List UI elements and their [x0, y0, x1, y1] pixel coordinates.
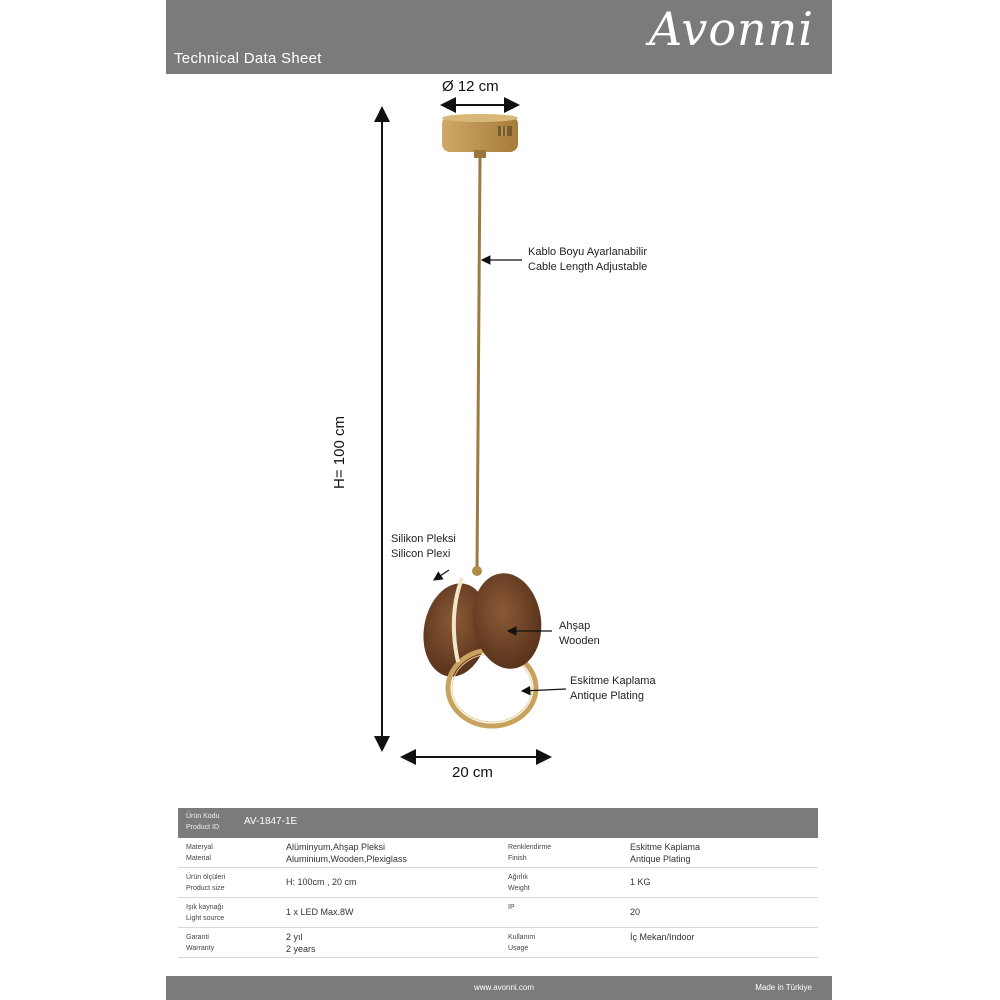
size-key-tr: Ürün ölçüleri	[186, 874, 226, 881]
size-key	[186, 872, 225, 894]
spec-row-size	[178, 868, 818, 898]
weight-value: 1 KG	[630, 877, 651, 887]
light-value: 1 x LED Max.8W	[286, 907, 354, 917]
material-key-en: Material	[186, 855, 211, 862]
plating-label	[570, 674, 656, 704]
made-in-label: Made in Türkiye	[755, 983, 812, 992]
material-value	[286, 841, 407, 865]
lamp-head	[416, 566, 547, 726]
plating-label-en: Antique Plating	[570, 690, 644, 702]
warranty-value	[286, 931, 316, 955]
ip-value: 20	[630, 907, 641, 917]
brand-logo: Avonni	[648, 2, 814, 56]
usage-key-tr: Kullanım	[508, 934, 536, 941]
warranty-value-en: 2 years	[286, 944, 316, 954]
footer-bar	[166, 976, 832, 1000]
ceiling-canopy	[442, 114, 518, 158]
material-key	[186, 842, 213, 864]
finish-key-en: Finish	[508, 855, 527, 862]
finish-value-tr: Eskitme Kaplama	[630, 842, 701, 852]
header-bar	[166, 0, 832, 74]
spec-row-light	[178, 898, 818, 928]
plexi-label	[391, 532, 456, 562]
suspension-cable	[477, 158, 480, 570]
plexi-label-tr: Silikon Pleksi	[391, 533, 456, 545]
product-id-key-tr: Ürün Kodu	[186, 813, 220, 820]
lamp-illustration	[166, 74, 832, 814]
warranty-key-tr: Garanti	[186, 934, 209, 941]
width-label: 20 cm	[452, 764, 493, 781]
spec-row-warranty	[178, 928, 818, 958]
product-id-key-en: Product ID	[186, 824, 220, 831]
weight-key	[508, 872, 530, 894]
cable-label-tr: Kablo Boyu Ayarlanabilir	[528, 246, 648, 258]
plexi-label-en: Silicon Plexi	[391, 548, 451, 560]
spec-table	[178, 808, 818, 958]
usage-value: İç Mekan/Indoor	[630, 932, 695, 942]
product-drawing	[166, 74, 832, 814]
finish-key	[508, 842, 551, 864]
wood-label	[559, 619, 600, 649]
finish-value-en: Antique Plating	[630, 854, 691, 864]
technical-data-sheet	[166, 0, 832, 1000]
usage-key-en: Usage	[508, 945, 529, 952]
ip-key: IP	[508, 904, 515, 911]
height-label: H= 100 cm	[331, 416, 348, 489]
material-key-tr: Materyal	[186, 844, 213, 851]
finish-key-tr: Renklendirme	[508, 844, 552, 851]
cable-label	[528, 245, 647, 275]
plating-label-tr: Eskitme Kaplama	[570, 675, 656, 687]
finish-value	[630, 841, 700, 865]
spec-row-product-id	[178, 808, 818, 838]
size-value: H: 100cm , 20 cm	[286, 877, 357, 887]
spec-row-material	[178, 838, 818, 868]
light-key	[186, 902, 224, 924]
weight-key-en: Weight	[508, 885, 530, 892]
diameter-label: Ø 12 cm	[442, 78, 499, 95]
warranty-value-tr: 2 yıl	[286, 932, 303, 942]
warranty-key	[186, 932, 214, 954]
plexi-leader	[434, 570, 449, 580]
product-id-key	[186, 811, 219, 833]
wood-label-tr: Ahşap	[559, 620, 591, 632]
light-key-en: Light source	[186, 915, 225, 922]
usage-key	[508, 932, 535, 954]
size-key-en: Product size	[186, 885, 225, 892]
weight-key-tr: Ağırlık	[508, 874, 528, 881]
page-title: Technical Data Sheet	[174, 50, 322, 67]
light-key-tr: Işık kaynağı	[186, 904, 224, 911]
wood-label-en: Wooden	[559, 635, 600, 647]
material-value-en: Aluminium,Wooden,Plexiglass	[286, 854, 407, 864]
website-link[interactable]: www.avonni.com	[474, 983, 535, 992]
material-value-tr: Alüminyum,Ahşap Pleksi	[286, 842, 386, 852]
warranty-key-en: Warranty	[186, 945, 215, 952]
product-id-value: AV-1847-1E	[244, 816, 298, 827]
cable-label-en: Cable Length Adjustable	[528, 261, 648, 273]
plating-leader	[522, 689, 566, 691]
